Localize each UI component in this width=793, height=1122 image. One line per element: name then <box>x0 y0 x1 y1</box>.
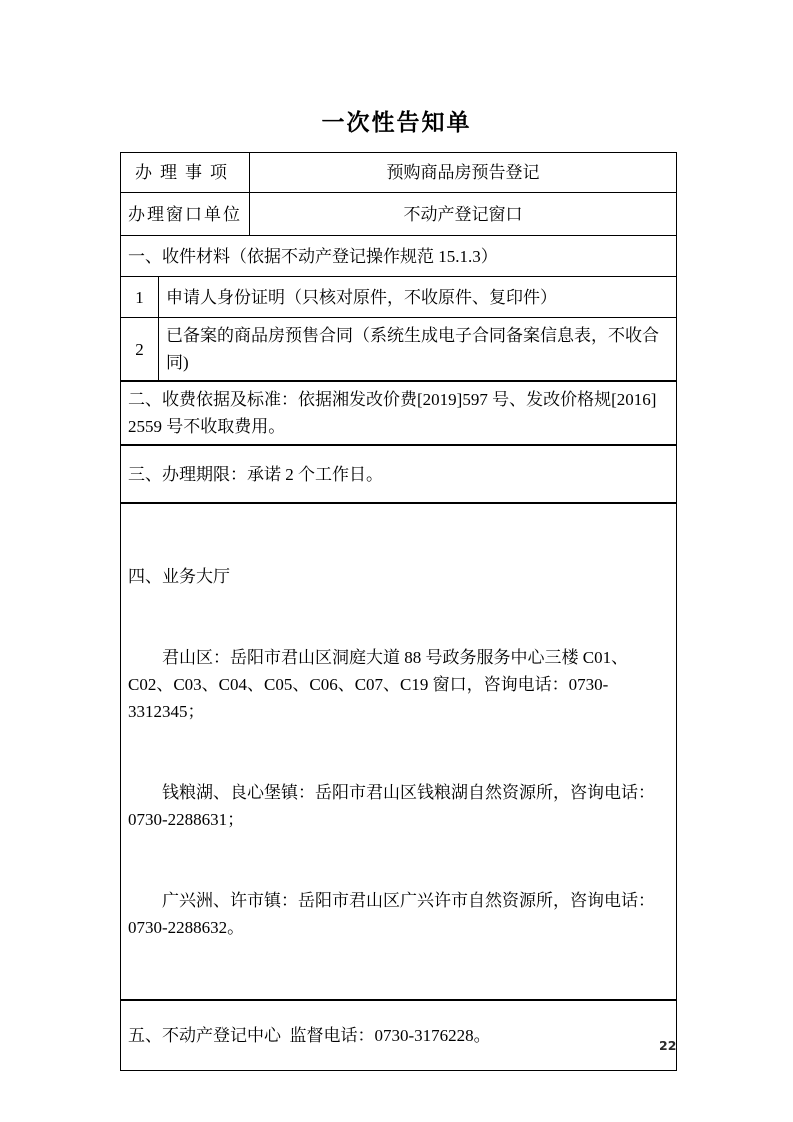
processing-item-value: 预购商品房预告登记 <box>250 153 677 193</box>
table-row <box>121 318 677 382</box>
page-number: 22 <box>659 1038 677 1053</box>
material-item-number: 2 <box>121 318 159 382</box>
material-item-number: 1 <box>121 277 159 318</box>
material-item-text: 申请人身份证明（只核对原件，不收原件、复印件） <box>159 277 677 318</box>
table-row <box>121 153 677 193</box>
section2-fee-basis: 二、收费依据及标准：依据湘发改价费[2019]597 号、发改价格规[2016] 2559 号不收取费用。 <box>121 381 677 445</box>
material-item-text: 已备案的商品房预售合同（系统生成电子合同备案信息表，不收合同) <box>159 318 677 382</box>
notice-table <box>120 152 677 1071</box>
section4-paragraph: 钱粮湖、良心堡镇：岳阳市君山区钱粮湖自然资源所，咨询电话：0730-2288631； <box>128 783 655 829</box>
section4-heading: 四、业务大厅 <box>128 567 230 586</box>
section4-service-halls <box>121 503 677 1000</box>
section4-paragraph: 广兴洲、许市镇：岳阳市君山区广兴许市自然资源所，咨询电话：0730-2288632。 <box>128 891 655 937</box>
table-row <box>121 277 677 318</box>
table-row <box>121 503 677 1000</box>
table-row <box>121 193 677 236</box>
section4-paragraph: 君山区：岳阳市君山区洞庭大道 88 号政务服务中心三楼 C01、C02、C03、C04、C05、C06、C07、C19 窗口，咨询电话：0730-3312345； <box>128 648 629 721</box>
section5-supervision-phone: 五、不动产登记中心 监督电话：0730-3176228。 <box>121 1000 677 1070</box>
table-row <box>121 1000 677 1070</box>
window-unit-label: 办理窗口单位 <box>121 193 250 236</box>
section3-time-limit: 三、办理期限：承诺 2 个工作日。 <box>121 445 677 503</box>
table-row <box>121 445 677 503</box>
table-row <box>121 381 677 445</box>
page-title: 一次性告知单 <box>321 110 472 135</box>
window-unit-value: 不动产登记窗口 <box>250 193 677 236</box>
section1-heading: 一、收件材料（依据不动产登记操作规范 15.1.3） <box>121 236 677 277</box>
processing-item-label: 办理事项 <box>121 153 250 193</box>
table-row <box>121 236 677 277</box>
